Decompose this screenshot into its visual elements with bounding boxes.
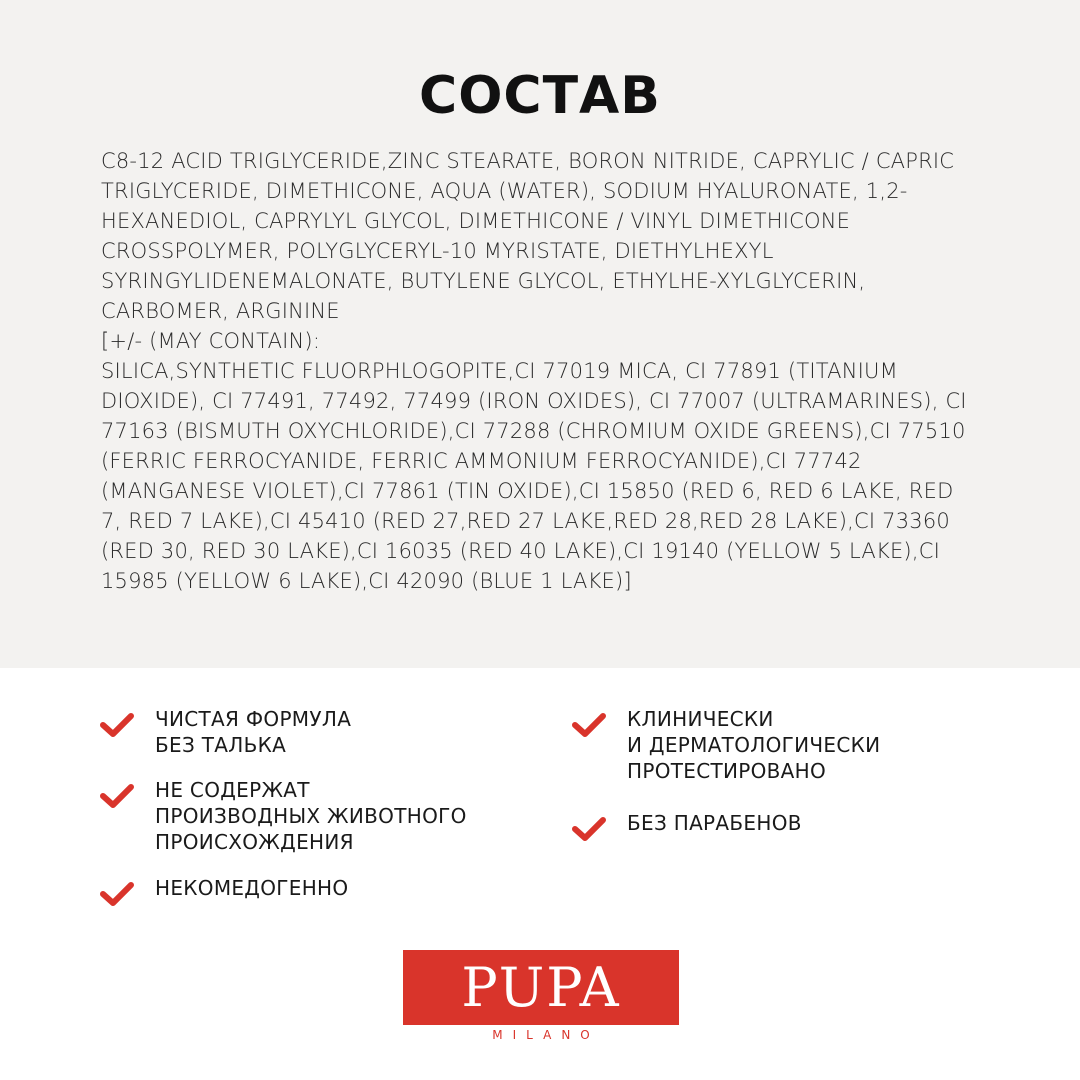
features-left-column [100,706,467,901]
brand-logo-subtext: MILANO [492,1028,600,1042]
ingredients-may-contain: SILICA,SYNTHETIC FLUORPHLOGOPITE,CI 77019 MICA, CI 77891 (TITANIUM DIOXIDE), CI 77491, 77492, 77499 (IRON OXIDES), CI 77007 (ULTRAMARINES), CI 77163 (BISMUTH OXYCHLORIDE),CI 77288 (CHROMIUM OXIDE GREENS),CI 77510 (FERRIC FERROCYANIDE, FERRIC AMMONIUM FERROCYANIDE),CI 77742 (MANGANESE VIOLET),CI 77861 (TIN OXIDE),CI 15850 (RED 6, RED 6 LAKE, RED 7, RED 7 LAKE),CI 45410 (RED 27,RED 27 LAKE,RED 28,RED 28 LAKE),CI 73360 (RED 30, RED 30 LAKE),CI 16035 (RED 40 LAKE),CI 19140 (YELLOW 5 LAKE),CI 15985 (YELLOW 6 LAKE),CI 42090 (BLUE 1 LAKE)] [101,359,967,593]
feature-talc-free [100,706,467,758]
feature-text: НЕКОМЕДОГЕННО [155,876,349,900]
feature-text: НЕ СОДЕРЖАТ ПРОИЗВОДНЫХ ЖИВОТНОГО ПРОИСХОЖДЕНИЯ [155,778,467,854]
brand-logo [403,950,679,1025]
feature-text: КЛИНИЧЕСКИ И ДЕРМАТОЛОГИЧЕСКИ ПРОТЕСТИРОВАНО [627,707,881,783]
ingredients-main: C8-12 ACID TRIGLYCERIDE,ZINC STEARATE, BORON NITRIDE, CAPRYLIC / CAPRIC TRIGLYCERIDE, DIMETHICONE, AQUA (WATER), SODIUM HYALURONATE, 1,2-HEXANEDIOL, CAPRYLYL GLYCOL, DIMETHICONE / VINYL DIMETHICONE CROSSPOLYMER, POLYGLYCERYL-10 MYRISTATE, DIETHYLHEXYL SYRINGYLIDENEMALONATE, BUTYLENE GLYCOL, ETHYLHE-XYLGLYCERIN, CARBOMER, ARGININE [101,149,955,323]
ingredients-may-contain-label: [+/- (MAY CONTAIN): [101,329,321,353]
feature-text: ЧИСТАЯ ФОРМУЛА БЕЗ ТАЛЬКА [155,707,352,757]
check-icon [572,816,606,842]
feature-non-comedogenic [100,875,467,901]
check-icon [100,881,134,907]
features-right-column [572,706,880,836]
feature-clinically-tested [572,706,880,784]
feature-text: БЕЗ ПАРАБЕНОВ [627,811,802,835]
feature-paraben-free [572,810,880,836]
ingredients-list [101,146,980,596]
brand-logo-text: PUPA [461,955,621,1019]
check-icon [100,712,134,738]
feature-no-animal-derivatives [100,777,467,855]
check-icon [100,783,134,809]
check-icon [572,712,606,738]
composition-title: СОСТАВ [419,66,661,126]
